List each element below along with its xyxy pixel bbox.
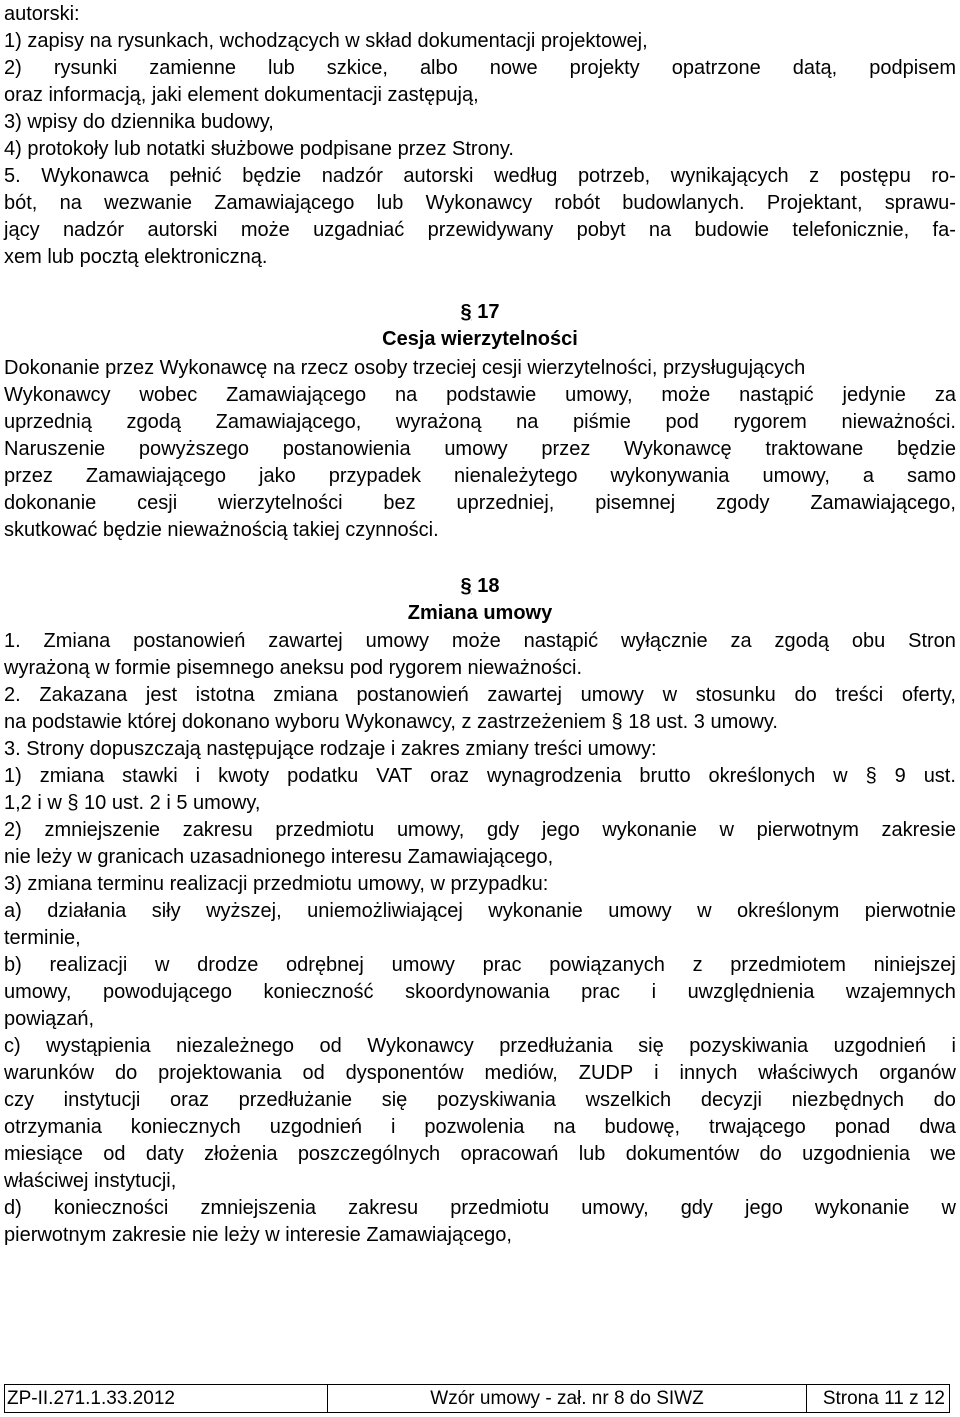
word: przez (541, 438, 591, 460)
word: jego (745, 1197, 783, 1219)
word: 9 (894, 765, 906, 787)
text-line: 3) wpisy do dziennika budowy, (4, 111, 274, 133)
word: zmiana (39, 765, 105, 787)
word: zmniejszenie (44, 819, 161, 841)
text-line: powiązań, (4, 1008, 95, 1030)
page-footer (4, 1384, 950, 1413)
word: właściwych (758, 1062, 859, 1084)
word: pozyskiwania (689, 1035, 809, 1057)
word: sprawu- (884, 192, 956, 214)
text-line: 3. Strony dopuszczają następujące rodzaje i zakres zmiany treści umowy: (4, 738, 657, 760)
word: od (319, 1035, 342, 1057)
word: wyłącznie (620, 630, 708, 652)
word: Zamawiającego (85, 465, 226, 487)
word: c) (4, 1035, 21, 1057)
word: bez (383, 492, 416, 514)
word: umowy, (581, 1197, 649, 1219)
word: prac (482, 954, 522, 976)
word: w (833, 765, 848, 787)
word: w (941, 1197, 956, 1219)
word: w (662, 684, 678, 706)
word: mediów, (484, 1062, 558, 1084)
word: zawartej (268, 630, 343, 652)
word: będzie (897, 438, 956, 460)
word: poszczególnych (297, 1143, 441, 1165)
word: niezbędnych (791, 1089, 904, 1111)
word: działania (47, 900, 127, 922)
word: kwoty (218, 765, 270, 787)
text-line-justified (4, 436, 956, 463)
word: Wykonawcy (367, 1035, 474, 1057)
word: umowy (608, 900, 672, 922)
word: Zamawiającego, (810, 492, 956, 514)
word: uprzedniej, (456, 492, 555, 514)
text-line-justified (4, 763, 956, 790)
word: uwzględnienia (687, 981, 815, 1003)
paragraph-sign: § (460, 575, 472, 597)
word: stawki (122, 765, 178, 787)
text-line: Dokonanie przez Wykonawcę na rzecz osoby trzeciej cesji wierzytelności, przysługujących (4, 357, 806, 379)
text-line: właściwej instytucji, (4, 1170, 177, 1192)
word: piśmie (573, 411, 631, 433)
word: przedłużania (499, 1035, 613, 1057)
word: Zmiana (43, 630, 111, 652)
word: i (654, 1062, 659, 1084)
section-number: 17 (477, 301, 500, 323)
word: może (661, 384, 711, 406)
word: budowie (694, 219, 770, 241)
text-line-justified (4, 382, 956, 409)
word: a) (4, 900, 22, 922)
word: cesji (137, 492, 178, 514)
word: umowy, (762, 465, 830, 487)
word: d) (4, 1197, 22, 1219)
word: uprzednią (4, 411, 92, 433)
text-line: 4) protokoły lub notatki służbowe podpisane przez Strony. (4, 138, 514, 160)
word: w (697, 900, 712, 922)
word: ZUDP (578, 1062, 634, 1084)
word: wykonywania (610, 465, 730, 487)
word: koniecznych (130, 1116, 241, 1138)
word: Zamawiającego (214, 192, 355, 214)
word: powyższego (138, 438, 249, 460)
word: pozwolenia (424, 1116, 525, 1138)
word: od (103, 1143, 126, 1165)
word: zawartej (487, 684, 562, 706)
word: jest (145, 684, 177, 706)
word: zmniejszenia (200, 1197, 317, 1219)
word: z (692, 954, 703, 976)
text-line-justified (4, 55, 956, 82)
text-line-justified (4, 817, 956, 844)
word: dwa (919, 1116, 956, 1138)
word: innych (679, 1062, 738, 1084)
word: w (155, 954, 170, 976)
text-line-justified (4, 409, 956, 436)
word: Zamawiającego, (215, 411, 362, 433)
word: 2) (4, 819, 22, 841)
text-line-justified (4, 490, 956, 517)
word: we (930, 1143, 956, 1165)
word: Wykonawcy (4, 384, 111, 406)
word: autorski (147, 219, 218, 241)
word: pod (665, 411, 699, 433)
word: siły (151, 900, 181, 922)
word: dokumentów (625, 1143, 740, 1165)
word: do (794, 684, 817, 706)
word: powiązanych (549, 954, 665, 976)
word: bót, (4, 192, 38, 214)
word: oferty, (901, 684, 956, 706)
word: pełnić (169, 165, 222, 187)
word: do (933, 1089, 956, 1111)
word: gdy (487, 819, 520, 841)
footer-reference-number: ZP-II.271.1.33.2012 (5, 1385, 328, 1412)
section-17-title: Cesja wierzytelności (382, 328, 578, 350)
word: VAT (376, 765, 413, 787)
word: i (390, 1116, 396, 1138)
word: i (195, 765, 201, 787)
word: trwającego (709, 1116, 806, 1138)
word: do (759, 1143, 782, 1165)
word: 1. (4, 630, 21, 652)
word: niniejszej (873, 954, 956, 976)
word: 2) (4, 57, 22, 79)
word: wszelkich (585, 1089, 672, 1111)
text-line-justified (4, 952, 956, 979)
text-line-justified (4, 463, 956, 490)
word: przewidywany (427, 219, 554, 241)
text-line: 1) zapisy na rysunkach, wchodzących w skład dokumentacji projektowej, (4, 30, 648, 52)
text-line-justified (4, 1114, 956, 1141)
word: drodze (197, 954, 259, 976)
text-line: 3) zmiana terminu realizacji przedmiotu umowy, w przypadku: (4, 873, 549, 895)
word: wykonanie (814, 1197, 910, 1219)
word: projekty (569, 57, 640, 79)
word: zamienne (149, 57, 236, 79)
word: daty (145, 1143, 184, 1165)
word: przedłużanie (238, 1089, 353, 1111)
word: rysunki (53, 57, 118, 79)
word: lub (376, 192, 404, 214)
word: Wykonawcy (425, 192, 533, 214)
word: wobec (139, 384, 198, 406)
word: może (240, 219, 290, 241)
word: Zamawiającego (226, 384, 367, 406)
word: treści (835, 684, 884, 706)
word: instytucji (63, 1089, 141, 1111)
word: powodującego (102, 981, 232, 1003)
word: może (451, 630, 501, 652)
word: podstawie (446, 384, 537, 406)
word: umowy (580, 684, 644, 706)
word: oraz (430, 765, 470, 787)
word: 5. (4, 165, 21, 187)
word: Projektant, (766, 192, 863, 214)
word: Naruszenie (4, 438, 106, 460)
word: ro- (931, 165, 956, 187)
word: uzgodnień (269, 1116, 363, 1138)
text-line: autorski: (4, 3, 80, 25)
word: zmiana (273, 684, 338, 706)
text-line-justified (4, 979, 956, 1006)
text-line-justified (4, 163, 956, 190)
word: za (934, 384, 956, 406)
word: nadzór (62, 219, 125, 241)
word: a (862, 465, 875, 487)
word: prac (581, 981, 621, 1003)
word: pierwotnym (756, 819, 859, 841)
word: na (59, 192, 82, 214)
word: postanowień (133, 630, 246, 652)
word: umowy (444, 438, 508, 460)
word: przedmiotem (730, 954, 846, 976)
word: umowy (391, 954, 455, 976)
word: 1) (4, 765, 22, 787)
word: potrzeb, (577, 165, 651, 187)
word: jako (259, 465, 296, 487)
word: traktowane (765, 438, 864, 460)
word: będzie (242, 165, 302, 187)
word: wzajemnych (845, 981, 956, 1003)
word: wyższej, (206, 900, 282, 922)
word: warunków (4, 1062, 95, 1084)
text-line: pierwotnym zakresie nie leży w interesie Zamawiającego, (4, 1224, 512, 1246)
word: nowe (489, 57, 538, 79)
word: podpisem (869, 57, 956, 79)
text-line-justified (4, 1060, 956, 1087)
text-line-justified (4, 217, 956, 244)
word: za (730, 630, 752, 652)
word: samo (907, 465, 956, 487)
word: pozyskiwania (436, 1089, 556, 1111)
word: pisemnej (595, 492, 676, 514)
word: lub (578, 1143, 606, 1165)
paragraph-sign: § (460, 301, 472, 323)
word: nadzór (321, 165, 383, 187)
word: jący (4, 219, 40, 241)
word: Stron (908, 630, 956, 652)
word: Wykonawcę (624, 438, 732, 460)
word: brutto (639, 765, 691, 787)
word: otrzymania (4, 1116, 102, 1138)
word: gdy (680, 1197, 713, 1219)
text-line: xem lub pocztą elektroniczną. (4, 246, 268, 268)
word: budowlanych. (622, 192, 745, 214)
word: oraz (170, 1089, 209, 1111)
word: uzgodnienia (802, 1143, 910, 1165)
word: zakresie (881, 819, 956, 841)
word: zgodą (126, 411, 181, 433)
word: i (951, 1035, 956, 1057)
text-line-justified (4, 628, 956, 655)
word: miesiące (4, 1143, 83, 1165)
text-line: wyrażoną w formie pisemnego aneksu pod rygorem nieważności. (4, 657, 583, 679)
word: przedmiotu (450, 1197, 550, 1219)
text-line-justified (4, 1087, 956, 1114)
word: od (302, 1062, 325, 1084)
word: pierwotnie (864, 900, 956, 922)
word: konieczność (263, 981, 374, 1003)
word: czy (4, 1089, 34, 1111)
word: określonym (737, 900, 840, 922)
section-number: 18 (477, 575, 500, 597)
word: niezależnego (176, 1035, 295, 1057)
word: umowy, (396, 819, 465, 841)
word: szkice, (326, 57, 388, 79)
word: autorski (403, 165, 474, 187)
text-line-justified (4, 898, 956, 925)
word: podatku (287, 765, 359, 787)
word: jedynie (842, 384, 906, 406)
word: nastąpić (523, 630, 599, 652)
word: na (516, 411, 539, 433)
text-line: nie leży w granicach uzasadnionego interesu Zamawiającego, (4, 846, 554, 868)
word: stosunku (695, 684, 776, 706)
word: realizacji (49, 954, 128, 976)
word: projektowania (158, 1062, 282, 1084)
word: § (865, 765, 877, 787)
word: wezwanie (104, 192, 192, 214)
word: umowy, (4, 981, 72, 1003)
word: opatrzone (671, 57, 761, 79)
word: telefonicznie, (792, 219, 910, 241)
word: się (638, 1035, 664, 1057)
word: Zakazana (39, 684, 128, 706)
word: się (381, 1089, 408, 1111)
word: pobyt (576, 219, 626, 241)
text-line-justified (4, 1195, 956, 1222)
word: na (553, 1116, 576, 1138)
word: zgodą (774, 630, 830, 652)
word: budowę, (604, 1116, 681, 1138)
word: w (719, 819, 734, 841)
word: z (809, 165, 820, 187)
word: przypadek (328, 465, 422, 487)
word: przez (4, 465, 53, 487)
word: uniemożliwiającej (307, 900, 463, 922)
text-line-justified (4, 1141, 956, 1168)
word: dokonanie (4, 492, 97, 514)
word: złożenia (204, 1143, 278, 1165)
word: umowy, (565, 384, 633, 406)
section-18-heading (4, 573, 956, 600)
word: ponad (834, 1116, 891, 1138)
word: decyzji (700, 1089, 762, 1111)
footer-page-number: Strona 11 z 12 (822, 1387, 945, 1409)
word: opracowań (460, 1143, 559, 1165)
word: wykonanie (488, 900, 583, 922)
word: lub (268, 57, 295, 79)
word: na (395, 384, 418, 406)
word: albo (419, 57, 458, 79)
word: dysponentów (345, 1062, 464, 1084)
word: według (494, 165, 558, 187)
word: uzgadniać (313, 219, 405, 241)
word: 2. (4, 684, 21, 706)
word: skoordynowania (405, 981, 550, 1003)
word: nienależytego (454, 465, 578, 487)
text-line-justified (4, 190, 956, 217)
text-line: terminie, (4, 927, 81, 949)
text-line-justified (4, 1033, 956, 1060)
word: ust. (923, 765, 956, 787)
word: odrębnej (286, 954, 364, 976)
word: datą, (792, 57, 838, 79)
word: obu (851, 630, 886, 652)
word: i (651, 981, 657, 1003)
word: przedmiotu (275, 819, 375, 841)
word: nieważności. (841, 411, 956, 433)
word: konieczności (53, 1197, 169, 1219)
word: fa- (932, 219, 956, 241)
text-line: na podstawie której dokonano wyboru Wykonawcy, z zastrzeżeniem § 18 ust. 3 umowy. (4, 711, 778, 733)
text-line-justified (4, 682, 956, 709)
word: jego (541, 819, 580, 841)
word: istotna (195, 684, 255, 706)
word: b) (4, 954, 22, 976)
word: na (648, 219, 672, 241)
word: postanowień (356, 684, 469, 706)
word: wierzytelności (218, 492, 343, 514)
word: wynagrodzenia (486, 765, 622, 787)
word: uzgodnień (833, 1035, 926, 1057)
word: organów (879, 1062, 956, 1084)
word: postanowienia (282, 438, 411, 460)
word: do (114, 1062, 138, 1084)
text-line: skutkować będzie nieważnością takiej czynności. (4, 519, 439, 541)
word: Wykonawca (41, 165, 149, 187)
word: zakresu (182, 819, 253, 841)
word: określonych (708, 765, 816, 787)
word: wynikających (670, 165, 789, 187)
word: rygorem (733, 411, 807, 433)
word: zakresu (348, 1197, 419, 1219)
word: zgody (716, 492, 770, 514)
word: umowy (365, 630, 429, 652)
word: wystąpienia (46, 1035, 151, 1057)
word: robót (554, 192, 601, 214)
word: postępu (839, 165, 911, 187)
footer-document-title: Wzór umowy - zał. nr 8 do SIWZ (328, 1385, 807, 1412)
word: wyrażoną (395, 411, 482, 433)
section-18-title: Zmiana umowy (407, 602, 553, 624)
text-line: oraz informacją, jaki element dokumentacji zastępują, (4, 84, 479, 106)
word: nastąpić (739, 384, 814, 406)
section-17-heading (4, 299, 956, 326)
text-line: 1,2 i w § 10 ust. 2 i 5 umowy, (4, 792, 261, 814)
word: wykonanie (602, 819, 697, 841)
